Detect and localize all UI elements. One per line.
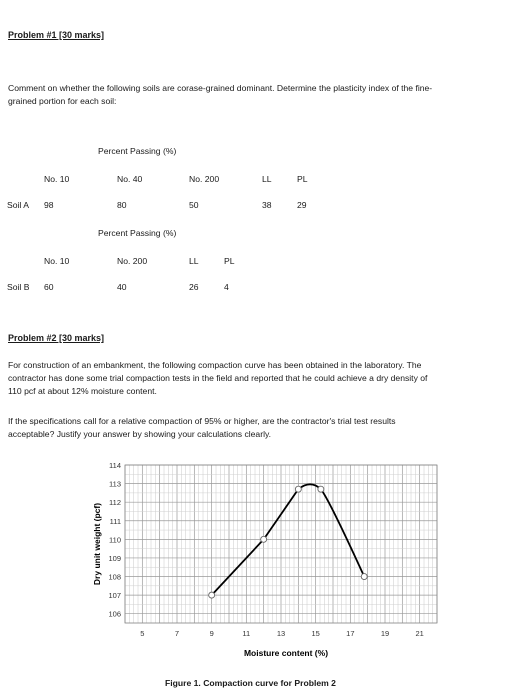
soil-b-value-ll: 26 [189, 282, 199, 292]
soil-a-value-no40: 80 [117, 200, 127, 210]
soil-b-value-no200: 40 [117, 282, 127, 292]
y-tick-label: 114 [109, 461, 121, 470]
y-tick-label: 113 [109, 479, 121, 489]
y-tick-label: 111 [109, 516, 121, 526]
y-tick-label: 107 [108, 591, 121, 601]
soil-a-header-pl: PL [297, 174, 308, 184]
x-axis-label: Moisture content (%) [243, 648, 329, 658]
y-axis-label: Dry unit weight (pcf) [92, 502, 102, 586]
x-tick-label: 17 [346, 629, 355, 638]
soil-b-header-no10: No. 10 [44, 256, 70, 266]
data-point [318, 486, 324, 492]
soil-a-header-no10: No. 10 [44, 174, 70, 184]
soil-a-header-ll: LL [262, 174, 272, 184]
x-tick-labels [140, 629, 424, 638]
figure-caption: Figure 1. Compaction curve for Problem 2 [165, 678, 336, 688]
x-tick-label: 9 [209, 629, 214, 638]
y-tick-label: 106 [108, 609, 121, 619]
x-tick-label: 19 [380, 629, 390, 638]
compaction-curve-line [212, 484, 365, 595]
soil-b-value-no10: 60 [44, 282, 54, 292]
problem2-paragraph1 [8, 359, 523, 398]
compaction-curve-chart [0, 455, 527, 670]
soil-a-value-ll: 38 [262, 200, 272, 210]
soil-b-value-pl: 4 [224, 282, 229, 292]
soil-a-value-pl: 29 [297, 200, 307, 210]
problem1-intro-line1: Comment on whether the following soils are corase-grained dominant. Determine the plasticity index of the fine- [8, 83, 433, 93]
data-point [209, 592, 215, 598]
problem2-para1-line2: contractor has done some trial compaction tests in the field and reported that he could achieve a dry density of [8, 373, 428, 383]
soil-a-value-no10: 98 [44, 200, 54, 210]
x-tick-label: 15 [311, 629, 320, 638]
y-tick-label: 112 [109, 498, 121, 508]
soil-a-row-label: Soil A [7, 200, 29, 210]
chart-grid [125, 465, 437, 623]
problem2-para1-line3: 110 pcf at about 12% moisture content. [8, 386, 157, 396]
data-point [261, 536, 267, 542]
soil-b-header-no200: No. 200 [117, 256, 148, 266]
soil-b-row-label: Soil B [7, 282, 30, 292]
data-point [361, 574, 367, 580]
problem1-intro [8, 82, 523, 108]
y-tick-labels [108, 461, 121, 619]
problem1-heading: Problem #1 [30 marks] [8, 30, 105, 40]
soil-b-header-ll: LL [189, 256, 199, 266]
y-tick-label: 108 [108, 572, 121, 582]
problem2-para1-line1: For construction of an embankment, the following compaction curve has been obtained in the laboratory. The [8, 360, 422, 370]
soil-a-header-no200: No. 200 [189, 174, 220, 184]
soil-b-header-pl: PL [224, 256, 235, 266]
y-tick-label: 110 [109, 535, 121, 545]
problem2-paragraph2 [8, 415, 523, 441]
x-tick-label: 13 [276, 629, 286, 638]
soil-a-table-caption: Percent Passing (%) [98, 146, 177, 156]
problem2-para2-line2: acceptable? Justify your answer by showing your calculations clearly. [8, 429, 272, 439]
problem2-heading: Problem #2 [30 marks] [8, 333, 105, 343]
x-tick-label: 5 [140, 629, 145, 638]
x-tick-label: 21 [415, 629, 424, 638]
soil-a-value-no200: 50 [189, 200, 199, 210]
problem2-para2-line1: If the specifications call for a relative compaction of 95% or higher, are the contractor's trial test results [8, 416, 396, 426]
soil-b-table-caption: Percent Passing (%) [98, 228, 177, 238]
problem1-intro-line2: grained portion for each soil: [8, 96, 117, 106]
y-tick-label: 109 [108, 553, 121, 563]
data-point [295, 486, 301, 492]
x-tick-label: 7 [174, 629, 180, 638]
x-tick-label: 11 [242, 629, 251, 638]
soil-a-header-no40: No. 40 [117, 174, 143, 184]
